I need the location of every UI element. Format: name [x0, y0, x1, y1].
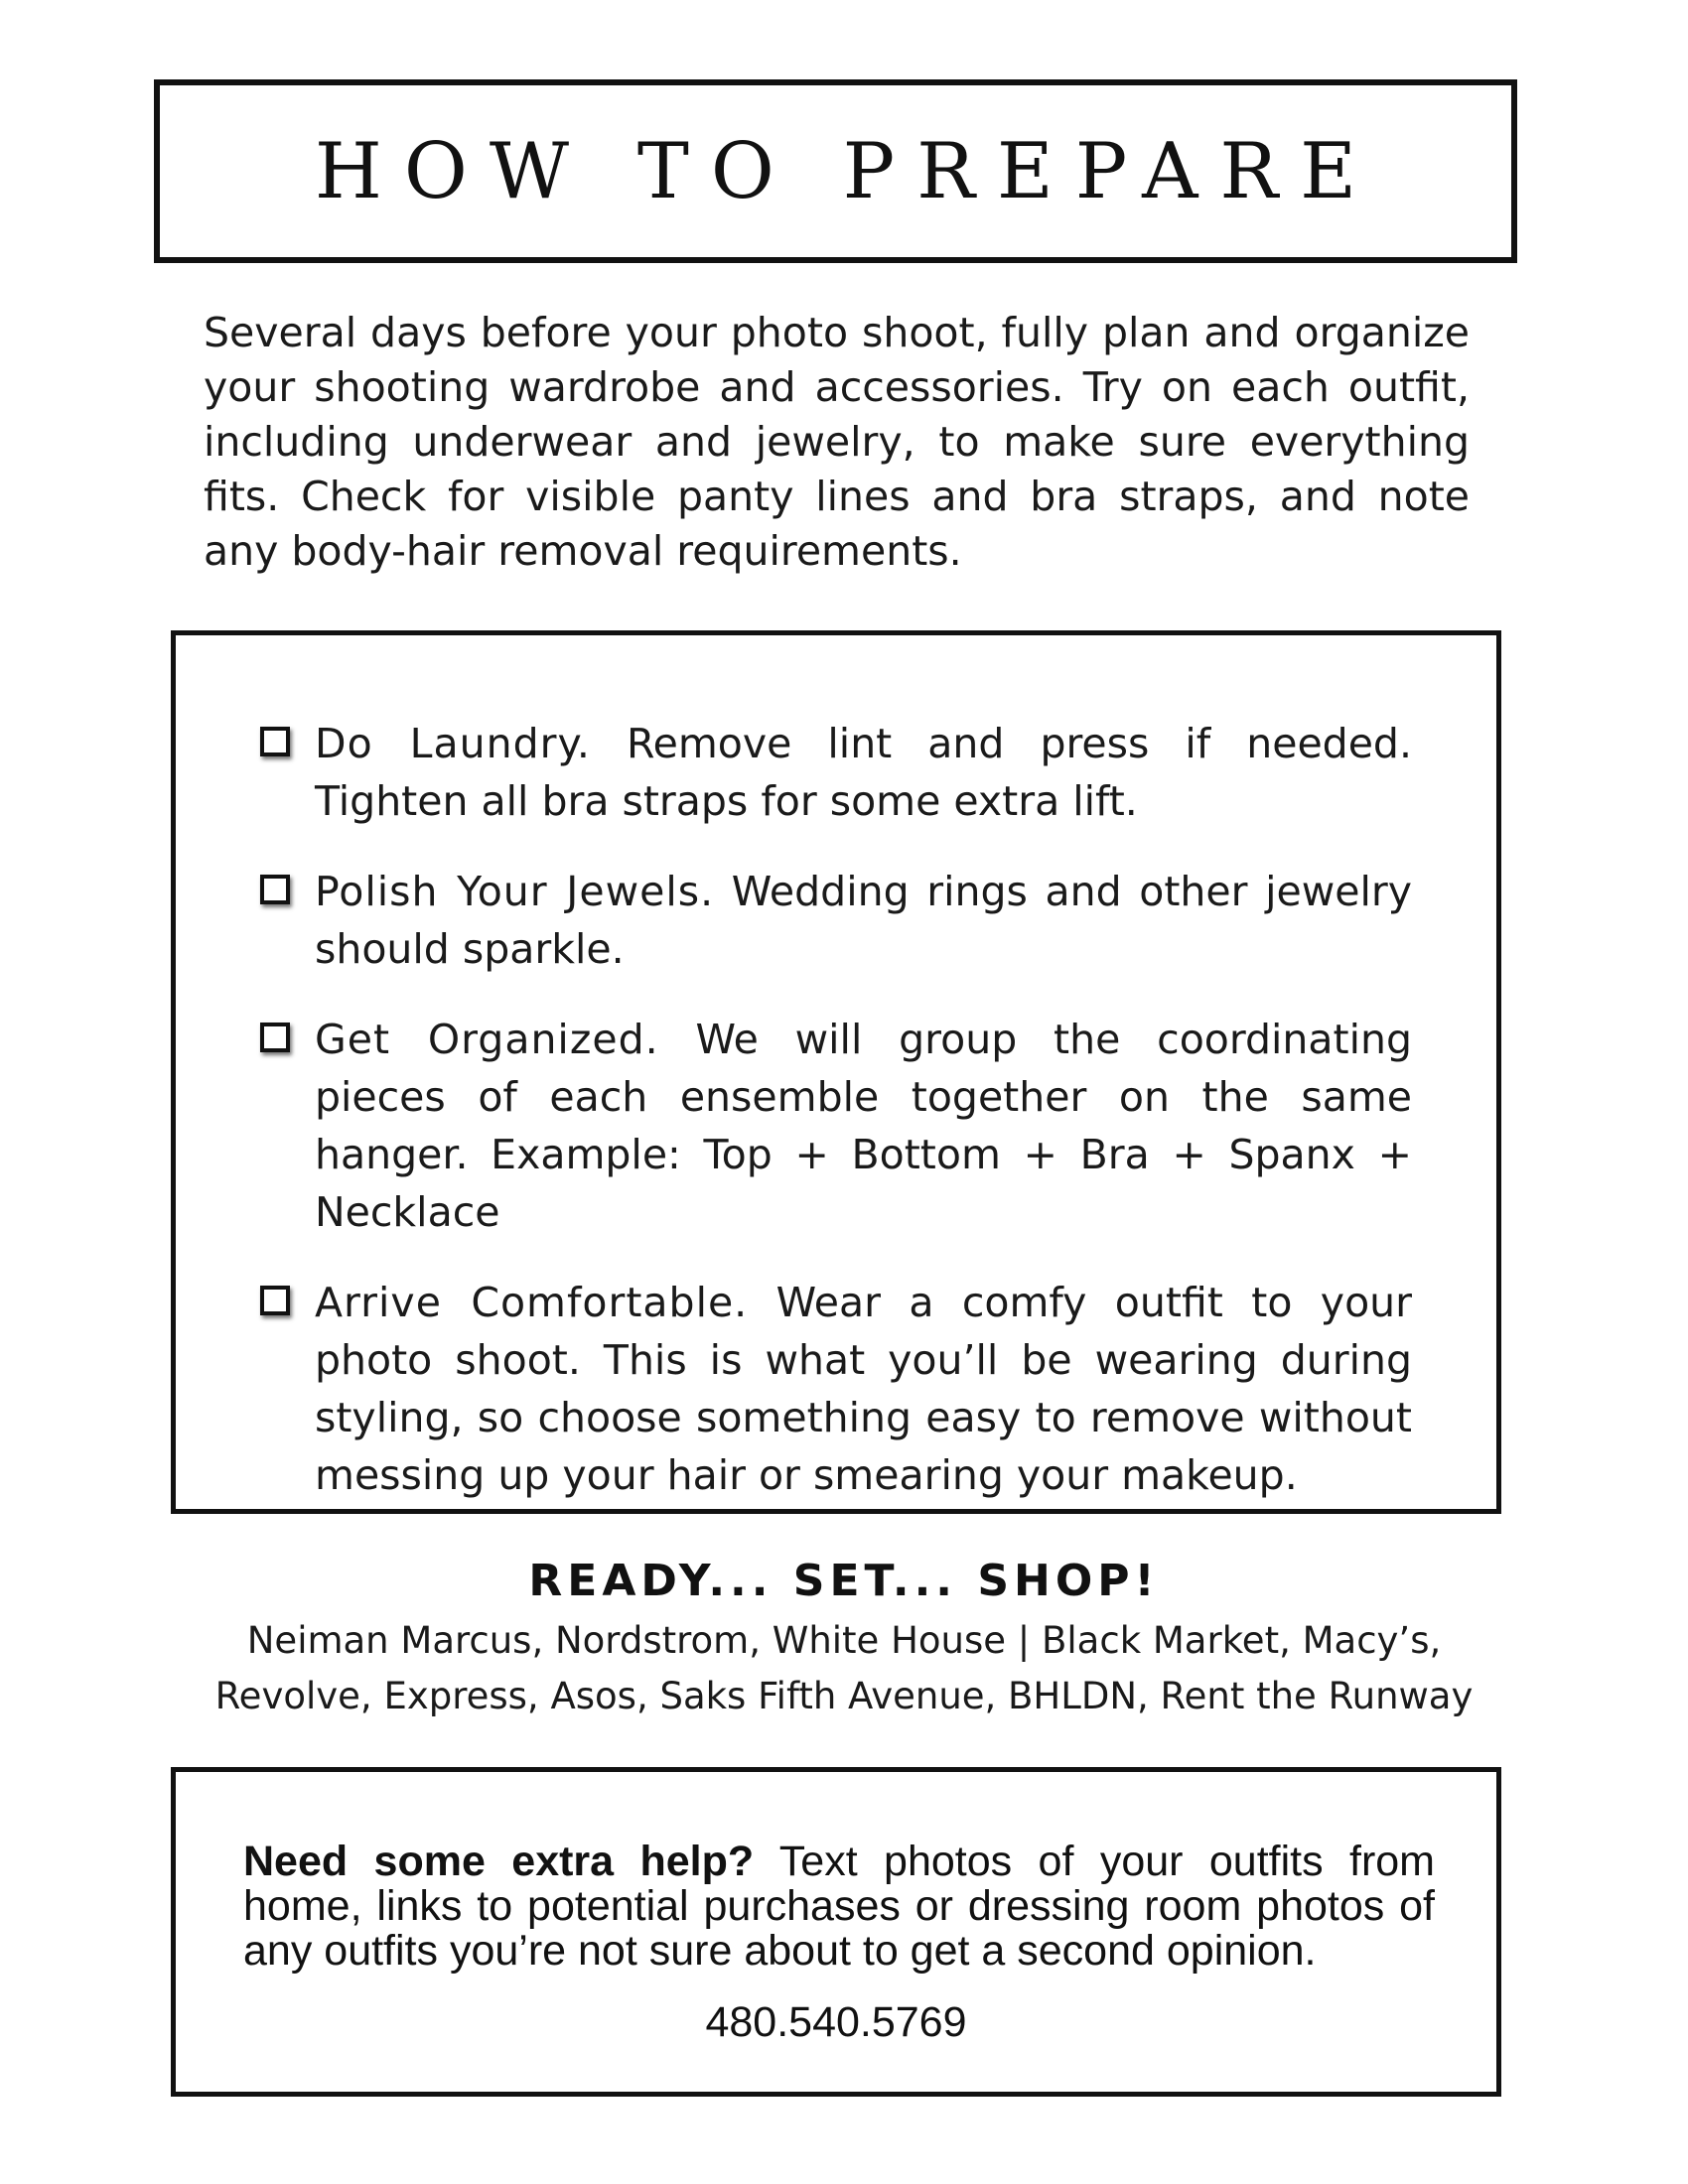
intro-paragraph: Several days before your photo shoot, fully plan and organize your shooting wardrobe and accessories. Try on each outfit, including underwear and jewelry, to make sure everything fits. Check for visible panty lines and bra straps, and note any body-hair removal requirements. [204, 309, 1470, 575]
checklist-item-laundry [260, 715, 1412, 830]
checklist [260, 715, 1412, 1537]
checklist-item-comfortable [260, 1274, 1412, 1504]
help-text [243, 1840, 1435, 1974]
store-list [0, 1613, 1688, 1724]
checklist-item-text: We will group the coordinating pieces of each ensemble together on the same hanger. Example: Top + Bottom + Bra + Spanx + Necklace [315, 1016, 1413, 1236]
page-title: HOW TO PREPARE [314, 126, 1379, 216]
shop-heading: READY... SET... SHOP! [528, 1556, 1160, 1606]
checklist-item-title: Polish Your Jewels. [315, 868, 715, 915]
checkbox-icon[interactable] [260, 875, 290, 904]
title-box [154, 79, 1517, 263]
checklist-item-text: Wear a comfy outfit to your photo shoot. This is what you’ll be wearing during styling, so choose something easy to remove without messing up your hair or smearing your makeup. [315, 1279, 1412, 1499]
help-box [171, 1767, 1501, 2097]
checklist-item-jewels [260, 863, 1412, 978]
checklist-item-title: Arrive Comfortable. [315, 1279, 749, 1326]
help-lead: Need some extra help? [243, 1838, 755, 1885]
checkbox-icon[interactable] [260, 1286, 290, 1315]
checklist-item-title: Do Laundry. [315, 720, 591, 767]
store-list-line: Revolve, Express, Asos, Saks Fifth Avenue, BHLDN, Rent the Runway [214, 1675, 1474, 1717]
checkbox-icon[interactable] [260, 727, 290, 756]
checklist-item-text: Wedding rings and other jewelry should sparkle. [315, 868, 1412, 973]
checklist-item-text: Remove lint and press if needed. Tighten all bra straps for some extra lift. [315, 720, 1412, 825]
checklist-box [171, 630, 1501, 1514]
checkbox-icon[interactable] [260, 1023, 290, 1052]
checklist-item-organized [260, 1011, 1412, 1241]
checklist-item-title: Get Organized. [315, 1016, 659, 1063]
help-body: Text photos of your outfits from home, links to potential purchases or dressing room photos of any outfits you’re not sure about to get a second opinion. [243, 1838, 1435, 1975]
store-list-line: Neiman Marcus, Nordstrom, White House | Black Market, Macy’s, [246, 1619, 1442, 1662]
phone-number[interactable]: 480.540.5769 [705, 1998, 967, 2046]
